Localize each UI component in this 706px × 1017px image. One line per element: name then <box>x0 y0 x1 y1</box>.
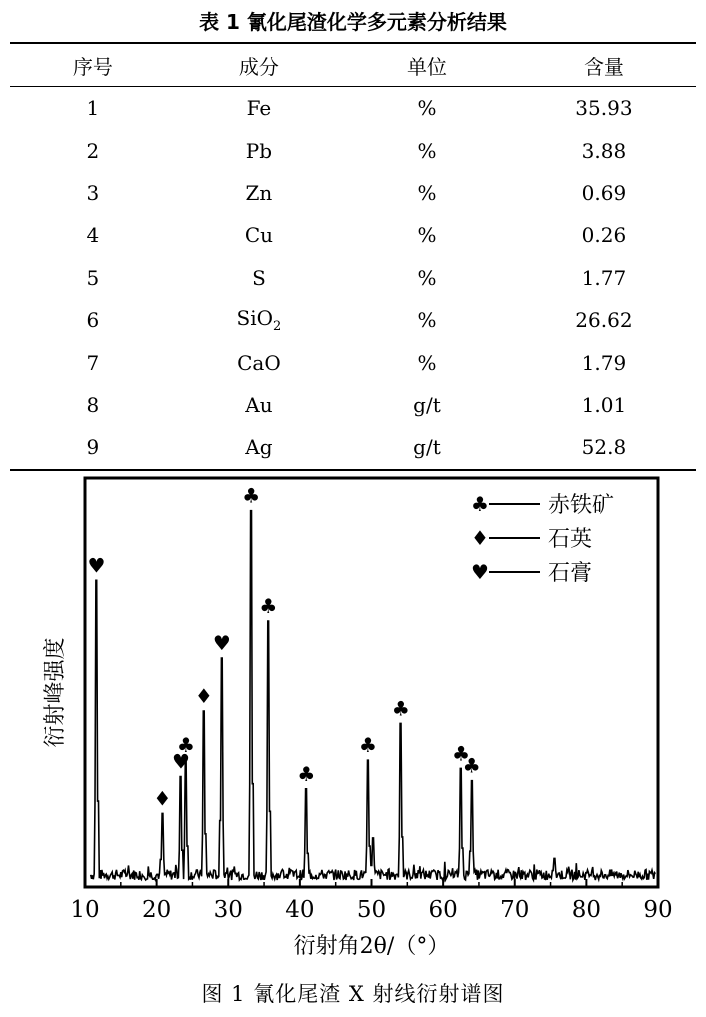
table-row <box>10 172 696 214</box>
cell-component <box>176 341 342 383</box>
header-no: 序号 <box>10 43 176 87</box>
legend-label: 石膏 <box>548 561 593 586</box>
cell-unit <box>342 214 512 256</box>
peak-marker: ♦ <box>153 786 172 811</box>
cell-unit-text: % <box>417 265 437 290</box>
cell-no <box>10 299 176 341</box>
table-title: 表 1 氰化尾渣化学多元素分析结果 <box>199 10 507 34</box>
xrd-chart <box>0 470 706 975</box>
legend-label: 赤铁矿 <box>548 493 615 518</box>
header-component: 成分 <box>176 43 342 87</box>
header-content: 含量 <box>512 43 696 87</box>
peak-marker: ♣ <box>391 696 410 721</box>
cell-component-subscript: 2 <box>273 319 282 335</box>
cell-component-text: Au <box>245 392 273 417</box>
cell-component <box>176 87 342 130</box>
cell-unit-text: % <box>417 223 437 248</box>
peak-marker: ♥ <box>212 630 231 655</box>
cell-no-text: 4 <box>86 223 100 248</box>
legend-label: 石英 <box>548 527 593 552</box>
table-row <box>10 257 696 299</box>
cell-component-text: Zn <box>245 180 273 205</box>
cell-component <box>176 426 342 469</box>
cell-value <box>512 172 696 214</box>
cell-component <box>176 299 342 341</box>
cell-unit <box>342 299 512 341</box>
x-tick-label: 20 <box>141 897 172 923</box>
cell-value-text: 1.79 <box>581 350 627 375</box>
x-tick-label: 90 <box>643 897 673 923</box>
cell-value <box>512 257 696 299</box>
peak-marker: ♣ <box>358 733 377 758</box>
cell-unit <box>342 129 512 171</box>
table-row <box>10 214 696 256</box>
cell-no-text: 1 <box>86 96 100 121</box>
x-tick-label: 40 <box>285 897 315 923</box>
cell-component <box>176 214 342 256</box>
cell-no <box>10 214 176 256</box>
cell-component-text: S <box>252 265 266 290</box>
cell-component <box>176 384 342 426</box>
cell-value-text: 1.77 <box>581 265 627 290</box>
cell-unit <box>342 257 512 299</box>
cell-component-text: CaO <box>237 350 281 375</box>
cell-component-text: Pb <box>245 138 273 163</box>
table-header-row <box>10 43 696 87</box>
x-tick-label: 70 <box>500 897 530 923</box>
cell-no-text: 6 <box>86 308 100 333</box>
cell-value-text: 1.01 <box>581 392 627 417</box>
x-tick-label: 10 <box>70 897 100 923</box>
x-tick-label: 60 <box>428 897 458 923</box>
cell-component <box>176 172 342 214</box>
y-axis-label: 衍射峰强度 <box>43 637 68 748</box>
cell-value <box>512 299 696 341</box>
table-row <box>10 87 696 130</box>
cell-component-text: Cu <box>244 223 274 248</box>
cell-unit-text: % <box>417 180 437 205</box>
table-row <box>10 299 696 341</box>
cell-component <box>176 129 342 171</box>
cell-component-text: Ag <box>245 435 273 460</box>
cell-unit <box>342 384 512 426</box>
peak-marker: ♣ <box>452 741 470 766</box>
cell-no-text: 8 <box>86 392 100 417</box>
cell-unit <box>342 341 512 383</box>
cell-value-text: 35.93 <box>575 96 633 121</box>
cell-no <box>10 384 176 426</box>
peak-marker: ♥ <box>87 553 106 578</box>
x-axis-label: 衍射角2θ/（°） <box>293 934 450 959</box>
cell-unit-text: % <box>417 138 437 163</box>
cell-no <box>10 129 176 171</box>
cell-unit <box>342 426 512 469</box>
peak-marker: ♥ <box>172 749 190 774</box>
table-row <box>10 426 696 469</box>
legend-symbol: ♦ <box>471 526 489 550</box>
cell-value-text: 0.26 <box>581 223 627 248</box>
cell-no <box>10 426 176 469</box>
legend-symbol: ♣ <box>471 492 489 516</box>
cell-value-text: 26.62 <box>575 308 633 333</box>
legend-symbol: ♥ <box>471 560 489 584</box>
cell-no-text: 7 <box>86 350 100 375</box>
cell-no-text: 5 <box>86 265 100 290</box>
cell-no-text: 2 <box>86 138 100 163</box>
header-unit: 单位 <box>342 43 512 87</box>
cell-value <box>512 341 696 383</box>
cell-component-text: SiO <box>236 306 274 331</box>
cell-unit <box>342 87 512 130</box>
cell-component <box>176 257 342 299</box>
cell-value-text: 0.69 <box>581 180 627 205</box>
cell-no <box>10 172 176 214</box>
cell-value-text: 3.88 <box>581 138 627 163</box>
peak-marker: ♣ <box>177 733 195 758</box>
peak-marker: ♣ <box>242 483 261 508</box>
x-tick-label: 50 <box>356 897 387 923</box>
cell-no-text: 9 <box>86 435 100 460</box>
table-row <box>10 129 696 171</box>
cell-value <box>512 384 696 426</box>
x-tick-label: 30 <box>213 897 243 923</box>
cell-value <box>512 426 696 469</box>
cell-unit-text: g/t <box>413 392 441 417</box>
chemical-analysis-table <box>10 42 696 471</box>
cell-unit-text: % <box>417 308 437 333</box>
cell-no <box>10 87 176 130</box>
cell-component-text: Fe <box>246 96 272 121</box>
table-row <box>10 341 696 383</box>
cell-no <box>10 257 176 299</box>
table-body <box>10 87 696 470</box>
peak-marker: ♣ <box>259 594 278 619</box>
cell-no-text: 3 <box>86 180 100 205</box>
cell-no <box>10 341 176 383</box>
peak-marker: ♦ <box>194 684 213 709</box>
cell-unit-text: % <box>417 96 437 121</box>
peak-marker: ♣ <box>462 753 481 778</box>
cell-value <box>512 87 696 130</box>
cell-unit <box>342 172 512 214</box>
cell-value <box>512 214 696 256</box>
peak-marker: ♣ <box>297 761 316 786</box>
cell-value-text: 52.8 <box>581 435 627 460</box>
cell-unit-text: % <box>417 350 437 375</box>
cell-unit-text: g/t <box>413 435 441 460</box>
figure-caption: 图 1 氰化尾渣 X 射线衍射谱图 <box>201 982 505 1006</box>
x-tick-label: 80 <box>571 897 602 923</box>
table-row <box>10 384 696 426</box>
cell-value <box>512 129 696 171</box>
